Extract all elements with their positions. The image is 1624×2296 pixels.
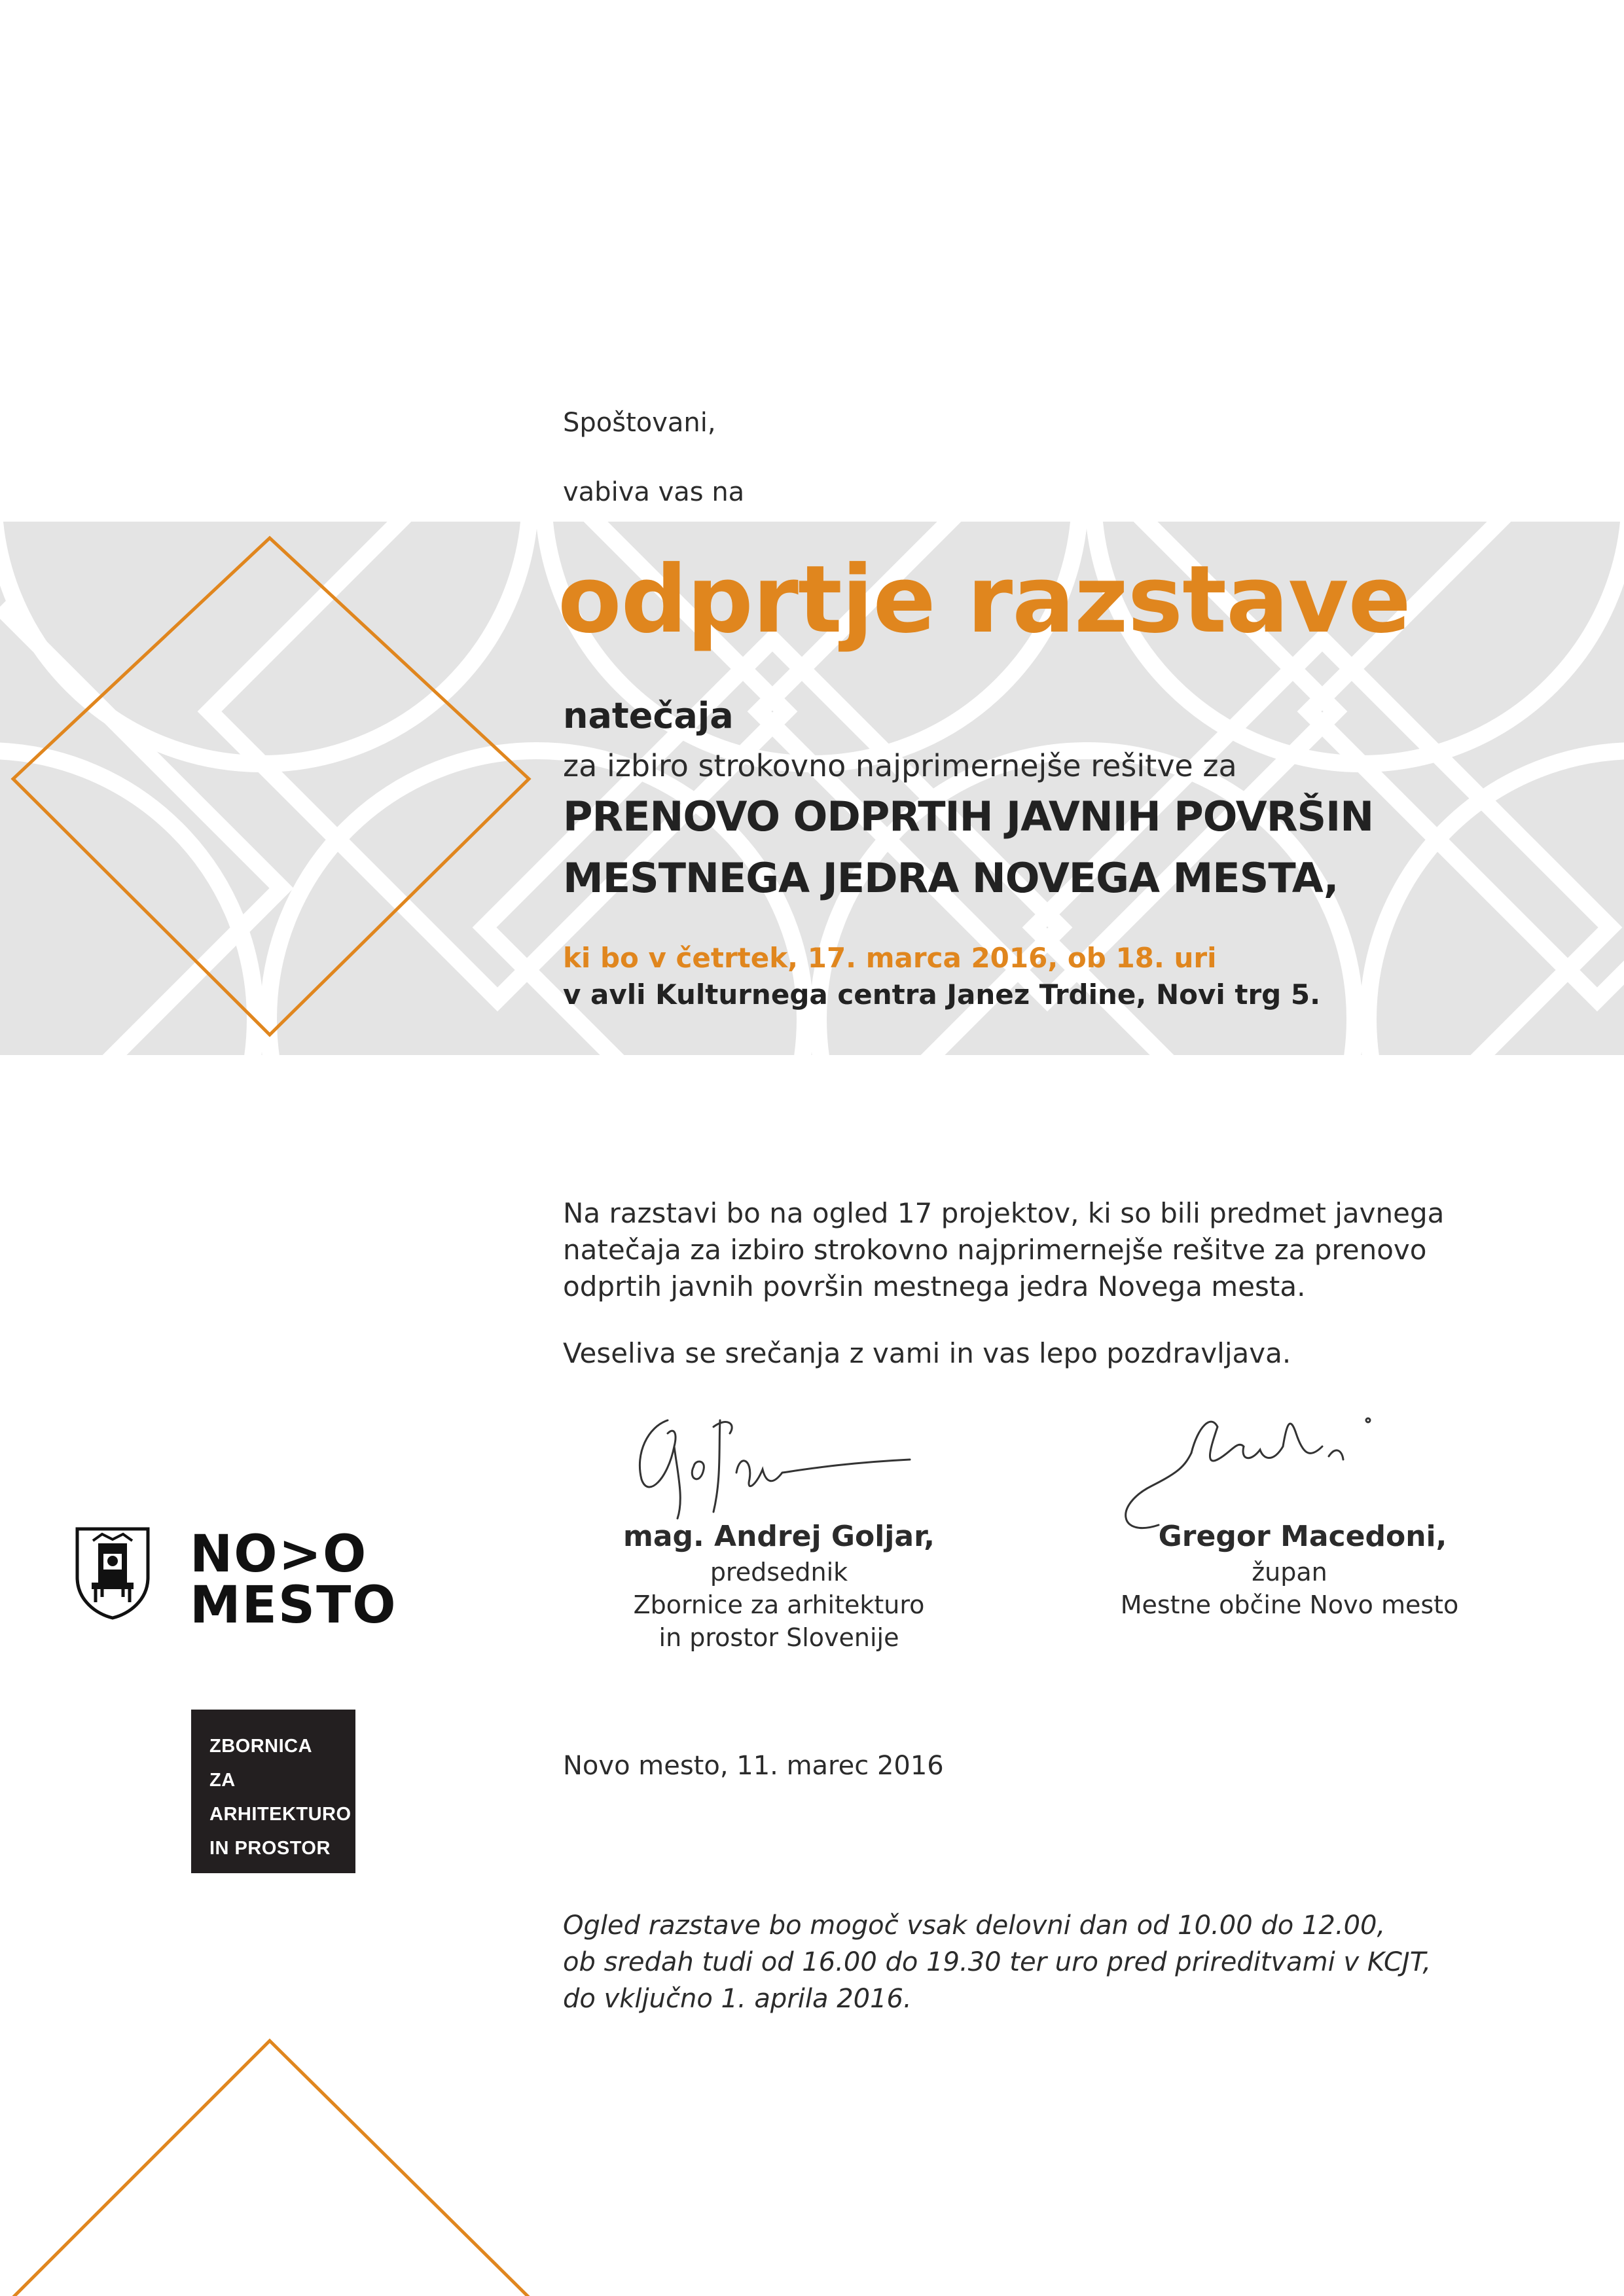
paragraph-line: odprtih javnih površin mestnega jedra Novega mesta. bbox=[563, 1270, 1306, 1302]
exhibition-hours-note bbox=[563, 1907, 1431, 2017]
headline: odprtje razstave bbox=[558, 546, 1411, 654]
paragraph-line: natečaja za izbiro strokovno najprimernejše rešitve za prenovo bbox=[563, 1234, 1427, 1266]
zaps-line: IN PROSTOR bbox=[209, 1838, 331, 1859]
zaps-line: SLOVENIJE bbox=[209, 1872, 319, 1893]
title-line-1: PRENOVO ODPRTIH JAVNIH POVRŠIN bbox=[563, 793, 1374, 840]
paragraph-line: Na razstavi bo na ogled 17 projektov, ki so bili predmet javnega bbox=[563, 1197, 1445, 1229]
footnote-line: Ogled razstave bo mogoč vsak delovni dan od 10.00 do 12.00, bbox=[563, 1910, 1386, 1941]
signatory-left-org-2: in prostor Slovenije bbox=[659, 1623, 899, 1652]
orange-diamond bbox=[0, 524, 543, 1047]
signature-goljar bbox=[622, 1407, 923, 1525]
signatory-left bbox=[583, 1520, 975, 1654]
invite-line: vabiva vas na bbox=[563, 477, 745, 507]
signatory-right-org: Mestne občine Novo mesto bbox=[1120, 1590, 1459, 1619]
zaps-line: ARHITEKTURO bbox=[209, 1804, 352, 1825]
signatory-left-role: predsednik bbox=[710, 1558, 848, 1587]
signatory-left-org: Zbornice za arhitekturo bbox=[633, 1590, 925, 1619]
zaps-logo bbox=[191, 1710, 355, 1893]
signatory-right bbox=[1093, 1520, 1486, 1621]
event-place: v avli Kulturnega centra Janez Trdine, Novi trg 5. bbox=[563, 978, 1321, 1011]
footnote-line: do vključno 1. aprila 2016. bbox=[563, 1984, 912, 2014]
closing-line: Veseliva se srečanja z vami in vas lepo pozdravljava. bbox=[563, 1337, 1291, 1369]
bottom-chevron bbox=[0, 2029, 543, 2296]
logo-line-2: MESTO bbox=[190, 1576, 397, 1635]
coat-of-arms-icon bbox=[73, 1525, 152, 1621]
title-line-2: MESTNEGA JEDRA NOVEGA MESTA, bbox=[563, 854, 1339, 902]
natecaja-label: natečaja bbox=[563, 695, 734, 736]
subtitle: za izbiro strokovno najprimernejše rešitve za bbox=[563, 748, 1237, 783]
zaps-line: ZBORNICA ZA bbox=[209, 1736, 312, 1791]
logo-line-1: NO>O bbox=[190, 1525, 368, 1584]
description-paragraph bbox=[563, 1195, 1444, 1305]
signatory-right-name: Gregor Macedoni, bbox=[1158, 1520, 1447, 1553]
place-date: Novo mesto, 11. marec 2016 bbox=[563, 1751, 944, 1781]
footnote-line: ob sredah tudi od 16.00 do 19.30 ter uro pred prireditvami v KCJT, bbox=[563, 1947, 1432, 1977]
signatory-left-name: mag. Andrej Goljar, bbox=[623, 1520, 935, 1553]
salutation: Spoštovani, bbox=[563, 408, 716, 438]
novo-mesto-logo bbox=[190, 1525, 397, 1635]
event-date: ki bo v četrtek, 17. marca 2016, ob 18. uri bbox=[563, 942, 1217, 974]
signatory-right-role: župan bbox=[1252, 1558, 1327, 1587]
